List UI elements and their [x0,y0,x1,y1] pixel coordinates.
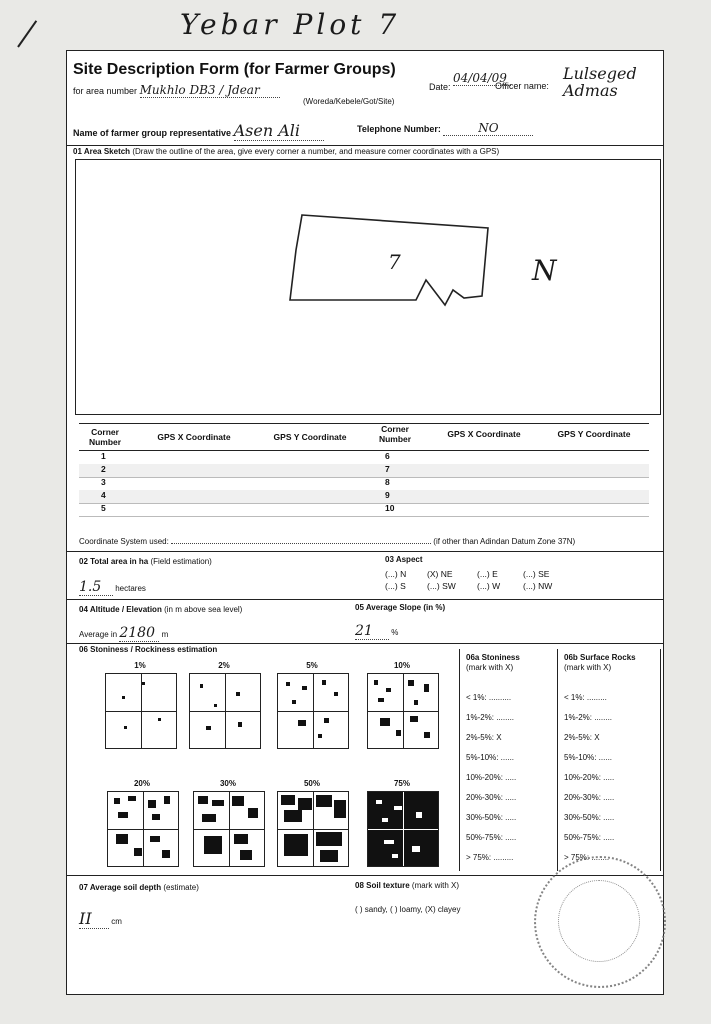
sketch-heading-number: 01 Area Sketch [73,147,131,156]
table-row[interactable] [79,451,649,465]
stoniness-grid-20pct[interactable] [107,791,179,867]
officer-field[interactable]: Lulseged Admas [563,64,637,100]
stoniness-grid-75pct[interactable] [367,791,439,867]
soil-depth-unit: cm [111,917,122,926]
altitude-row [79,625,168,642]
corner-number-cell: 5 [101,503,106,513]
sketch-heading [73,147,499,156]
pct-label-75: 75% [393,779,410,788]
total-area-hint: (Field estimation) [150,557,212,566]
table-row[interactable] [79,464,649,478]
table-row[interactable] [79,503,649,517]
soil-texture-hint: (mark with X) [411,881,460,890]
pct-label-2: 2% [218,661,230,670]
total-area-row [79,579,146,596]
total-area-unit: hectares [115,584,146,593]
pct-label-20: 20% [133,779,150,788]
aspect-sw[interactable]: (...) SW [427,581,456,591]
aspect-se[interactable]: (...) SE [523,569,550,579]
phone-label: Telephone Number: [357,124,441,134]
stoniness-grid-1pct[interactable] [105,673,177,749]
pct-label-50: 50% [303,779,320,788]
aspect-n[interactable]: (...) N [385,569,407,579]
rep-label: Name of farmer group representative [73,128,232,138]
surface-rocks-option[interactable]: 30%-50%: ..... [564,813,615,822]
aspect-ne[interactable]: (X) NE [427,569,453,579]
altitude-label: 04 Altitude / Elevation [79,605,162,614]
north-arrow-label: N [532,254,557,287]
altitude-heading [79,605,242,614]
coord-system-label: Coordinate System used: [79,537,169,546]
stoniness-option[interactable]: 2%-5%: X [466,733,502,742]
surface-rocks-option[interactable]: 5%-10%: ...... [564,753,613,762]
officer-label: Officer name: [495,81,549,91]
gps-table-body [79,451,649,519]
area-sketch-box[interactable] [75,159,661,415]
soil-depth-row [79,909,122,929]
slope-field[interactable]: 21 [355,623,389,640]
corner-number-cell: 9 [385,490,390,500]
site-description-form [66,50,664,995]
header-gps-x-right: GPS X Coordinate [447,429,521,439]
surface-rocks-col-title: 06b Surface Rocks [564,653,636,662]
altitude-field[interactable]: 2180 [119,625,159,642]
stoniness-option[interactable]: < 1%: .......... [466,693,512,702]
header-gps-y-right: GPS Y Coordinate [557,429,631,439]
header-corner-number-left: Corner Number [88,427,122,447]
date-label: Date: [429,82,451,92]
handwritten-plot-header: Yebar Plot 7 [180,8,401,41]
total-area-field[interactable]: 1.5 [79,579,113,596]
total-area-label: 02 Total area in ha [79,557,149,566]
header-gps-y-left: GPS Y Coordinate [273,432,347,442]
header-corner-number-right: Corner Number [378,424,412,444]
official-stamp-seal [534,856,666,988]
pct-label-10: 10% [393,661,410,670]
slope-hint: (in %) [423,603,446,612]
stoniness-col-hint: (mark with X) [466,663,514,672]
surface-rocks-option[interactable]: 2%-5%: X [564,733,600,742]
slope-row [355,623,398,640]
form-title: Site Description Form (for Farmer Groups) [73,61,396,78]
stoniness-option[interactable]: 30%-50%: ..... [466,813,517,822]
surface-rocks-column [557,649,661,871]
slope-heading [355,603,445,612]
table-row[interactable] [79,477,649,491]
soil-depth-label: 07 Average soil depth [79,883,162,892]
surface-rocks-option[interactable]: 20%-30%: ..... [564,793,615,802]
area-number-row [73,83,280,98]
rep-row [73,121,324,141]
pen-mark [17,20,37,47]
aspect-w[interactable]: (...) W [477,581,501,591]
stoniness-option[interactable]: > 75%: ......... [466,853,514,862]
area-number-hint: (Woreda/Kebele/Got/Site) [303,97,395,106]
altitude-unit: m [161,630,169,639]
corner-number-cell: 3 [101,477,106,487]
soil-texture-options[interactable]: ( ) sandy, ( ) loamy, (X) clayey [355,905,461,914]
stoniness-grid-50pct[interactable] [277,791,349,867]
altitude-hint: (in m above sea level) [164,605,243,614]
stoniness-grid-2pct[interactable] [189,673,261,749]
soil-texture-heading [355,881,459,890]
stoniness-grid-10pct[interactable] [367,673,439,749]
altitude-prefix: Average in [79,630,118,639]
pct-label-30: 30% [219,779,236,788]
corner-number-cell: 10 [385,503,395,513]
surface-rocks-option[interactable]: 10%-20%: ..... [564,773,615,782]
pct-label-1: 1% [134,661,146,670]
stoniness-option[interactable]: 10%-20%: ..... [466,773,517,782]
stoniness-option[interactable]: 20%-30%: ..... [466,793,517,802]
coord-system-field[interactable] [171,543,431,544]
aspect-nw[interactable]: (...) NW [523,581,553,591]
soil-texture-label: 08 Soil texture [355,881,410,890]
table-row[interactable] [79,490,649,504]
total-area-heading [79,557,212,566]
corner-number-cell: 7 [385,464,390,474]
corner-number-cell: 1 [101,451,106,461]
pct-label-5: 5% [306,661,318,670]
corner-number-cell: 6 [385,451,390,461]
soil-depth-hint: (estimate) [163,883,199,892]
corner-number-cell: 8 [385,477,390,487]
aspect-e[interactable]: (...) E [477,569,498,579]
rep-field[interactable]: Asen Ali [234,121,324,141]
stoniness-grid-5pct[interactable] [277,673,349,749]
coord-system-row [79,537,575,546]
phone-row [357,121,533,136]
surface-rocks-option[interactable]: 50%-75%: ..... [564,833,615,842]
stoniness-col-title: 06a Stoniness [466,653,520,662]
soil-depth-field[interactable]: II [79,909,109,929]
stoniness-option[interactable]: 1%-2%: ........ [466,713,515,722]
corner-number-cell: 4 [101,490,106,500]
area-number-field[interactable]: Mukhlo DB3 / Jdear [140,83,280,98]
aspect-s[interactable]: (...) S [385,581,406,591]
surface-rocks-col-hint: (mark with X) [564,663,612,672]
gps-table-header [79,423,649,451]
slope-label: 05 Average Slope [355,603,422,612]
area-number-label: for area number [73,86,138,96]
header-gps-x-left: GPS X Coordinate [157,432,231,442]
stoniness-option[interactable]: 50%-75%: ..... [466,833,517,842]
stoniness-label: 06 Stoniness / Rockiness estimation [79,645,218,654]
soil-depth-heading [79,883,199,892]
aspect-label: 03 Aspect [385,555,423,564]
stoniness-option[interactable]: 5%-10%: ...... [466,753,515,762]
surface-rocks-option[interactable]: < 1%: ......... [564,693,607,702]
date-field[interactable]: 04/04/09 [453,71,511,86]
plot-number-label: 7 [388,250,401,274]
corner-number-cell: 2 [101,464,106,474]
sketch-heading-hint: (Draw the outline of the area, give every corner a number, and measure corner coordinates with a GPS) [132,147,500,156]
stoniness-column [459,649,558,871]
slope-unit: % [391,628,399,637]
coord-system-note: (if other than Adindan Datum Zone 37N) [433,537,576,546]
sketch-drawing [76,160,660,414]
surface-rocks-option[interactable]: > 75%: ........ [564,853,610,862]
phone-field[interactable]: NO [443,121,533,136]
surface-rocks-option[interactable]: 1%-2%: ........ [564,713,613,722]
stoniness-grid-30pct[interactable] [193,791,265,867]
